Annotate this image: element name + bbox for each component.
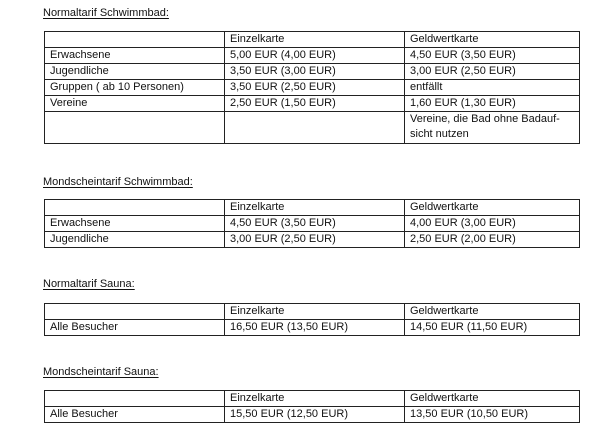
price-table: [44, 199, 580, 248]
table-header-row: [45, 304, 580, 320]
table-header-row: [45, 200, 580, 216]
price-table: [44, 303, 580, 336]
table-cell: 14,50 EUR (11,50 EUR): [405, 320, 580, 336]
price-table: [44, 31, 580, 144]
table-cell: [45, 112, 225, 144]
header-cell: Einzelkarte: [225, 200, 405, 216]
table-cell: 3,50 EUR (2,50 EUR): [225, 80, 405, 96]
header-cell: Einzelkarte: [225, 304, 405, 320]
table-cell: 5,00 EUR (4,00 EUR): [225, 48, 405, 64]
table-header-row: [45, 391, 580, 407]
table-header-row: [45, 32, 580, 48]
section-heading: Normaltarif Schwimmbad:: [43, 7, 169, 19]
price-table: [44, 390, 580, 423]
table-cell: 13,50 EUR (10,50 EUR): [405, 407, 580, 423]
table-cell: 2,50 EUR (1,50 EUR): [225, 96, 405, 112]
table-cell: Alle Besucher: [45, 407, 225, 423]
table-cell: 3,50 EUR (3,00 EUR): [225, 64, 405, 80]
header-cell: Geldwertkarte: [405, 391, 580, 407]
table-row: [45, 96, 580, 112]
table-row: [45, 320, 580, 336]
table-row: [45, 112, 580, 144]
table-cell: Gruppen ( ab 10 Personen): [45, 80, 225, 96]
table-row: [45, 407, 580, 423]
header-cell: Geldwertkarte: [405, 32, 580, 48]
table-cell: entfällt: [405, 80, 580, 96]
table-cell: [225, 112, 405, 144]
section-heading: Normaltarif Sauna:: [43, 278, 135, 290]
table-cell: Alle Besucher: [45, 320, 225, 336]
table-cell: Erwachsene: [45, 48, 225, 64]
table-cell: 4,50 EUR (3,50 EUR): [405, 48, 580, 64]
table-row: [45, 80, 580, 96]
table-row: [45, 64, 580, 80]
table-cell: 4,00 EUR (3,00 EUR): [405, 216, 580, 232]
table-row: [45, 216, 580, 232]
table-cell: Erwachsene: [45, 216, 225, 232]
section-heading: Mondscheintarif Schwimmbad:: [43, 176, 193, 188]
table-cell: 15,50 EUR (12,50 EUR): [225, 407, 405, 423]
table-row: [45, 48, 580, 64]
table-cell: 16,50 EUR (13,50 EUR): [225, 320, 405, 336]
table-cell: 4,50 EUR (3,50 EUR): [225, 216, 405, 232]
header-cell: [45, 304, 225, 320]
table-cell: 1,60 EUR (1,30 EUR): [405, 96, 580, 112]
header-cell: Einzelkarte: [225, 32, 405, 48]
table-row: [45, 232, 580, 248]
header-cell: [45, 32, 225, 48]
table-cell: Jugendliche: [45, 64, 225, 80]
header-cell: Geldwertkarte: [405, 304, 580, 320]
header-cell: Einzelkarte: [225, 391, 405, 407]
table-cell: Jugendliche: [45, 232, 225, 248]
table-cell: 2,50 EUR (2,00 EUR): [405, 232, 580, 248]
header-cell: [45, 391, 225, 407]
header-cell: [45, 200, 225, 216]
table-cell: Vereine: [45, 96, 225, 112]
section-heading: Mondscheintarif Sauna:: [43, 366, 159, 378]
table-cell-note: Vereine, die Bad ohne Badauf-sicht nutzen: [405, 112, 580, 144]
table-cell: 3,00 EUR (2,50 EUR): [405, 64, 580, 80]
header-cell: Geldwertkarte: [405, 200, 580, 216]
table-cell: 3,00 EUR (2,50 EUR): [225, 232, 405, 248]
